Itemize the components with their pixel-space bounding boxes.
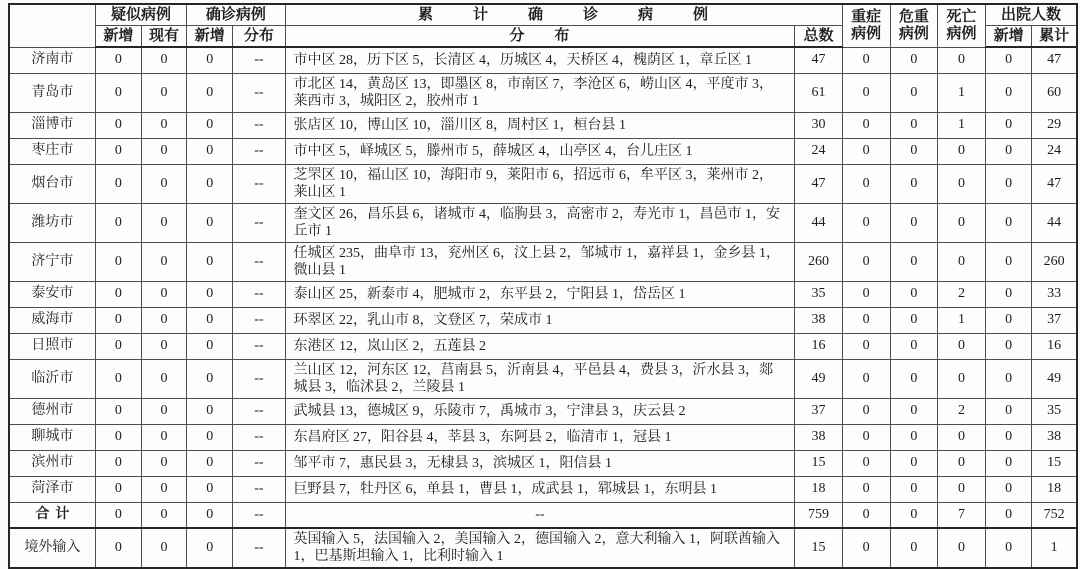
subheader-confirmed-new: 新增: [187, 26, 233, 48]
cell-suspected-new: 0: [95, 203, 141, 242]
cell-critical: 0: [890, 164, 937, 203]
cell-discharged-cum: 29: [1032, 112, 1077, 138]
table-row: [9, 47, 1077, 73]
header-confirmed-cases: 确诊病例: [187, 4, 285, 26]
cell-confirmed-dist: --: [233, 164, 285, 203]
cell-discharged-new: 0: [986, 138, 1032, 164]
cell-confirmed-new: 0: [187, 333, 233, 359]
cell-suspected-new: 0: [95, 242, 141, 281]
cell-cumulative-dist: 市北区 14，黄岛区 13，即墨区 8，市南区 7，李沧区 6，崂山区 4，平度市 3，莱西市 3，城阳区 2，胶州市 1: [285, 73, 795, 112]
cell-city: 枣庄市: [9, 138, 95, 164]
cell-suspected-new: 0: [95, 307, 141, 333]
cell-city: 济南市: [9, 47, 95, 73]
cell-confirmed-new: 0: [187, 281, 233, 307]
cell-confirmed-dist: --: [233, 307, 285, 333]
cell-cumulative-total: 38: [795, 424, 842, 450]
cell-cumulative-total: 44: [795, 203, 842, 242]
cell-critical: 0: [890, 203, 937, 242]
table-row: [9, 528, 1077, 568]
cell-severe: 0: [842, 333, 890, 359]
cell-severe: 0: [842, 242, 890, 281]
cell-suspected-existing: 0: [141, 307, 186, 333]
cell-confirmed-new: 0: [187, 450, 233, 476]
table-row: [9, 164, 1077, 203]
cell-confirmed-new: 0: [187, 359, 233, 398]
cell-confirmed-dist: --: [233, 138, 285, 164]
cell-suspected-new: 0: [95, 138, 141, 164]
cell-death: 0: [937, 359, 985, 398]
cell-death: 2: [937, 398, 985, 424]
cell-cumulative-dist: 任城区 235，曲阜市 13，兖州区 6，汶上县 2，邹城市 1，嘉祥县 1，金乡县 1，微山县 1: [285, 242, 795, 281]
cell-critical: 0: [890, 476, 937, 502]
cell-confirmed-dist: --: [233, 424, 285, 450]
cell-suspected-new: 0: [95, 528, 141, 568]
cell-cumulative-total: 47: [795, 164, 842, 203]
cell-cumulative-dist: 奎文区 26，昌乐县 6，诸城市 4，临朐县 3，高密市 2，寿光市 1，昌邑市 1，安丘市 1: [285, 203, 795, 242]
cell-confirmed-new: 0: [187, 203, 233, 242]
cell-death: 0: [937, 450, 985, 476]
cell-critical: 0: [890, 398, 937, 424]
subheader-cumulative-total: 总数: [795, 26, 842, 48]
cell-cumulative-dist: 东昌府区 27，阳谷县 4，莘县 3，东阿县 2，临清市 1，冠县 1: [285, 424, 795, 450]
cell-discharged-new: 0: [986, 398, 1032, 424]
cell-cumulative-dist: --: [285, 502, 795, 528]
header-critical-cases: 危重病例: [890, 4, 937, 47]
cell-suspected-new: 0: [95, 164, 141, 203]
cell-death: 0: [937, 242, 985, 281]
cell-death: 1: [937, 73, 985, 112]
cell-cumulative-dist: 邹平市 7，惠民县 3，无棣县 3，滨城区 1，阳信县 1: [285, 450, 795, 476]
cell-confirmed-new: 0: [187, 476, 233, 502]
table-row: [9, 502, 1077, 528]
cell-suspected-existing: 0: [141, 242, 186, 281]
cell-cumulative-dist: 巨野县 7，牡丹区 6，单县 1，曹县 1，成武县 1，郓城县 1，东明县 1: [285, 476, 795, 502]
cell-cumulative-total: 37: [795, 398, 842, 424]
cell-city: 境外输入: [9, 528, 95, 568]
cell-city: 日照市: [9, 333, 95, 359]
cell-suspected-new: 0: [95, 398, 141, 424]
cell-city: 潍坊市: [9, 203, 95, 242]
cell-confirmed-dist: --: [233, 398, 285, 424]
cell-cumulative-total: 260: [795, 242, 842, 281]
cell-city: 济宁市: [9, 242, 95, 281]
cell-discharged-cum: 15: [1032, 450, 1077, 476]
cell-cumulative-dist: 兰山区 12，河东区 12，莒南县 5，沂南县 4，平邑县 4，费县 3，沂水县 3，郯城县 3，临沭县 2，兰陵县 1: [285, 359, 795, 398]
cell-cumulative-total: 47: [795, 47, 842, 73]
cell-confirmed-new: 0: [187, 112, 233, 138]
cell-discharged-new: 0: [986, 333, 1032, 359]
cell-city: 泰安市: [9, 281, 95, 307]
table-row: [9, 307, 1077, 333]
cell-critical: 0: [890, 359, 937, 398]
cell-discharged-cum: 24: [1032, 138, 1077, 164]
cell-city: 威海市: [9, 307, 95, 333]
cell-discharged-new: 0: [986, 528, 1032, 568]
subheader-discharged-new: 新增: [986, 26, 1032, 48]
cell-severe: 0: [842, 450, 890, 476]
cell-cumulative-total: 15: [795, 450, 842, 476]
cell-city: 青岛市: [9, 73, 95, 112]
subheader-confirmed-dist: 分布: [233, 26, 285, 48]
cell-suspected-existing: 0: [141, 450, 186, 476]
cell-severe: 0: [842, 359, 890, 398]
cell-critical: 0: [890, 112, 937, 138]
cell-death: 0: [937, 528, 985, 568]
cell-suspected-existing: 0: [141, 112, 186, 138]
header-cumulative-confirmed: 累计确诊病例: [285, 4, 842, 26]
cell-confirmed-dist: --: [233, 281, 285, 307]
cell-death: 0: [937, 333, 985, 359]
cell-suspected-new: 0: [95, 47, 141, 73]
cell-discharged-cum: 47: [1032, 47, 1077, 73]
cell-cumulative-dist: 芝罘区 10，福山区 10，海阳市 9，莱阳市 6，招远市 6，牟平区 3，莱州市 2，莱山区 1: [285, 164, 795, 203]
header-death-cases: 死亡病例: [937, 4, 985, 47]
cell-critical: 0: [890, 450, 937, 476]
cell-discharged-cum: 49: [1032, 359, 1077, 398]
subheader-discharged-cum: 累计: [1032, 26, 1077, 48]
cell-suspected-existing: 0: [141, 398, 186, 424]
cell-critical: 0: [890, 502, 937, 528]
cell-cumulative-total: 30: [795, 112, 842, 138]
cell-discharged-new: 0: [986, 242, 1032, 281]
cell-cumulative-dist: 东港区 12，岚山区 2，五莲县 2: [285, 333, 795, 359]
cell-confirmed-new: 0: [187, 138, 233, 164]
cell-confirmed-dist: --: [233, 242, 285, 281]
cell-city: 淄博市: [9, 112, 95, 138]
cell-suspected-existing: 0: [141, 333, 186, 359]
cell-severe: 0: [842, 424, 890, 450]
cell-confirmed-new: 0: [187, 502, 233, 528]
cell-death: 0: [937, 424, 985, 450]
table-row: [9, 450, 1077, 476]
cell-discharged-cum: 33: [1032, 281, 1077, 307]
cell-cumulative-total: 38: [795, 307, 842, 333]
table-row: [9, 476, 1077, 502]
table-row: [9, 138, 1077, 164]
cell-cumulative-dist: 英国输入 5，法国输入 2，美国输入 2，德国输入 2，意大利输入 1，阿联酋输入 1，巴基斯坦输入 1，比利时输入 1: [285, 528, 795, 568]
cell-discharged-cum: 44: [1032, 203, 1077, 242]
cell-cumulative-dist: 市中区 5，峄城区 5，滕州市 5，薛城区 4，山亭区 4，台儿庄区 1: [285, 138, 795, 164]
cell-discharged-new: 0: [986, 164, 1032, 203]
cell-discharged-new: 0: [986, 112, 1032, 138]
table-row: [9, 333, 1077, 359]
cell-cumulative-total: 15: [795, 528, 842, 568]
cell-discharged-cum: 60: [1032, 73, 1077, 112]
header-severe-cases: 重症病例: [842, 4, 890, 47]
cell-confirmed-new: 0: [187, 528, 233, 568]
cell-discharged-new: 0: [986, 47, 1032, 73]
cell-cumulative-dist: 张店区 10，博山区 10，淄川区 8，周村区 1，桓台县 1: [285, 112, 795, 138]
cell-discharged-new: 0: [986, 476, 1032, 502]
cell-discharged-cum: 260: [1032, 242, 1077, 281]
subheader-suspected-new: 新增: [95, 26, 141, 48]
cell-confirmed-new: 0: [187, 424, 233, 450]
cell-cumulative-total: 18: [795, 476, 842, 502]
cell-suspected-existing: 0: [141, 203, 186, 242]
cell-suspected-new: 0: [95, 281, 141, 307]
table-row: [9, 281, 1077, 307]
cell-confirmed-dist: --: [233, 528, 285, 568]
cell-suspected-new: 0: [95, 450, 141, 476]
cell-suspected-existing: 0: [141, 528, 186, 568]
cell-death: 0: [937, 203, 985, 242]
cell-discharged-cum: 1: [1032, 528, 1077, 568]
cell-critical: 0: [890, 138, 937, 164]
cell-confirmed-dist: --: [233, 47, 285, 73]
cell-cumulative-total: 49: [795, 359, 842, 398]
cell-confirmed-new: 0: [187, 73, 233, 112]
cell-severe: 0: [842, 112, 890, 138]
cell-city: 菏泽市: [9, 476, 95, 502]
cell-suspected-existing: 0: [141, 138, 186, 164]
cell-cumulative-total: 759: [795, 502, 842, 528]
cell-severe: 0: [842, 476, 890, 502]
cell-critical: 0: [890, 73, 937, 112]
cell-suspected-existing: 0: [141, 281, 186, 307]
cell-discharged-cum: 18: [1032, 476, 1077, 502]
cell-suspected-existing: 0: [141, 164, 186, 203]
cell-discharged-cum: 37: [1032, 307, 1077, 333]
table-row: [9, 112, 1077, 138]
cell-death: 1: [937, 307, 985, 333]
cell-suspected-existing: 0: [141, 424, 186, 450]
cell-cumulative-total: 16: [795, 333, 842, 359]
cell-city: 烟台市: [9, 164, 95, 203]
table-row: [9, 424, 1077, 450]
header-discharged: 出院人数: [986, 4, 1077, 26]
cell-confirmed-dist: --: [233, 476, 285, 502]
cell-confirmed-new: 0: [187, 398, 233, 424]
covid-statistics-table-wrap: [8, 3, 1078, 569]
cell-death: 0: [937, 164, 985, 203]
cell-discharged-new: 0: [986, 307, 1032, 333]
cell-death: 0: [937, 47, 985, 73]
cell-severe: 0: [842, 502, 890, 528]
table-row: [9, 203, 1077, 242]
cell-discharged-new: 0: [986, 281, 1032, 307]
cell-severe: 0: [842, 203, 890, 242]
cell-death: 0: [937, 138, 985, 164]
cell-severe: 0: [842, 164, 890, 203]
cell-city: 合计: [9, 502, 95, 528]
cell-discharged-new: 0: [986, 450, 1032, 476]
cell-death: 2: [937, 281, 985, 307]
cell-severe: 0: [842, 307, 890, 333]
cell-discharged-cum: 35: [1032, 398, 1077, 424]
cell-cumulative-dist: 泰山区 25，新泰市 4，肥城市 2，东平县 2，宁阳县 1，岱岳区 1: [285, 281, 795, 307]
cell-severe: 0: [842, 47, 890, 73]
cell-cumulative-total: 35: [795, 281, 842, 307]
cell-cumulative-dist: 武城县 13，德城区 9，乐陵市 7，禹城市 3，宁津县 3，庆云县 2: [285, 398, 795, 424]
cell-confirmed-dist: --: [233, 502, 285, 528]
cell-discharged-cum: 16: [1032, 333, 1077, 359]
cell-confirmed-dist: --: [233, 450, 285, 476]
cell-discharged-new: 0: [986, 359, 1032, 398]
cell-confirmed-new: 0: [187, 47, 233, 73]
cell-discharged-new: 0: [986, 73, 1032, 112]
header-suspected-cases: 疑似病例: [95, 4, 186, 26]
cell-suspected-new: 0: [95, 112, 141, 138]
covid-statistics-table: [8, 3, 1078, 569]
cell-death: 7: [937, 502, 985, 528]
cell-suspected-new: 0: [95, 359, 141, 398]
cell-critical: 0: [890, 281, 937, 307]
cell-suspected-existing: 0: [141, 73, 186, 112]
table-row: [9, 242, 1077, 281]
cell-city: 临沂市: [9, 359, 95, 398]
cell-suspected-new: 0: [95, 424, 141, 450]
cell-discharged-new: 0: [986, 203, 1032, 242]
cell-cumulative-total: 61: [795, 73, 842, 112]
table-row: [9, 398, 1077, 424]
cell-suspected-new: 0: [95, 333, 141, 359]
cell-suspected-new: 0: [95, 502, 141, 528]
cell-discharged-cum: 38: [1032, 424, 1077, 450]
cell-cumulative-dist: 环翠区 22，乳山市 8，文登区 7，荣成市 1: [285, 307, 795, 333]
cell-confirmed-dist: --: [233, 112, 285, 138]
cell-suspected-existing: 0: [141, 476, 186, 502]
cell-severe: 0: [842, 73, 890, 112]
cell-suspected-existing: 0: [141, 47, 186, 73]
cell-death: 1: [937, 112, 985, 138]
cell-city: 滨州市: [9, 450, 95, 476]
cell-discharged-new: 0: [986, 502, 1032, 528]
cell-suspected-new: 0: [95, 476, 141, 502]
cell-discharged-cum: 752: [1032, 502, 1077, 528]
cell-city: 聊城市: [9, 424, 95, 450]
cell-confirmed-dist: --: [233, 203, 285, 242]
cell-critical: 0: [890, 47, 937, 73]
cell-confirmed-dist: --: [233, 73, 285, 112]
cell-cumulative-dist: 市中区 28，历下区 5，长清区 4，历城区 4，天桥区 4，槐荫区 1，章丘区 1: [285, 47, 795, 73]
table-row: [9, 73, 1077, 112]
cell-severe: 0: [842, 398, 890, 424]
cell-death: 0: [937, 476, 985, 502]
cell-critical: 0: [890, 307, 937, 333]
cell-severe: 0: [842, 528, 890, 568]
cell-suspected-existing: 0: [141, 359, 186, 398]
cell-cumulative-total: 24: [795, 138, 842, 164]
cell-confirmed-dist: --: [233, 359, 285, 398]
cell-severe: 0: [842, 138, 890, 164]
cell-critical: 0: [890, 333, 937, 359]
cell-critical: 0: [890, 242, 937, 281]
cell-confirmed-dist: --: [233, 333, 285, 359]
cell-critical: 0: [890, 424, 937, 450]
table-row: [9, 359, 1077, 398]
cell-critical: 0: [890, 528, 937, 568]
cell-discharged-new: 0: [986, 424, 1032, 450]
subheader-cumulative-dist: 分布: [285, 26, 795, 48]
cell-severe: 0: [842, 281, 890, 307]
cell-suspected-existing: 0: [141, 502, 186, 528]
cell-confirmed-new: 0: [187, 164, 233, 203]
cell-discharged-cum: 47: [1032, 164, 1077, 203]
cell-confirmed-new: 0: [187, 242, 233, 281]
cell-suspected-new: 0: [95, 73, 141, 112]
cell-city: 德州市: [9, 398, 95, 424]
subheader-suspected-existing: 现有: [141, 26, 186, 48]
cell-confirmed-new: 0: [187, 307, 233, 333]
header-corner: [9, 4, 95, 47]
